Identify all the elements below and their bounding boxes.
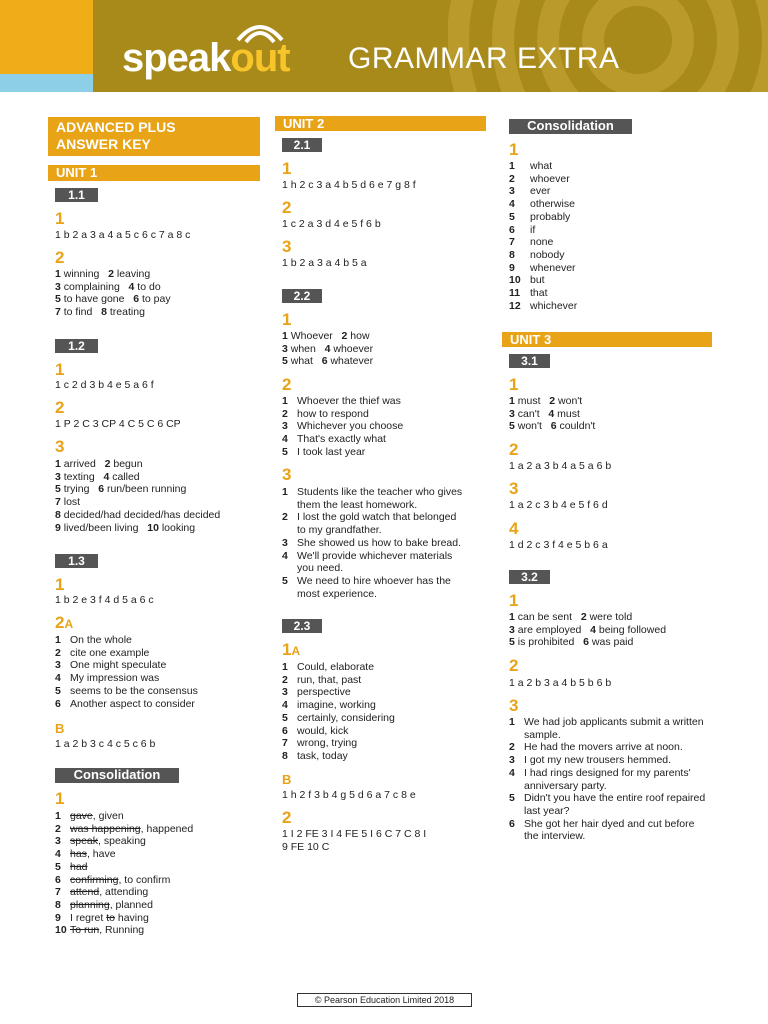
answer-line: 3 when 4 whoever [282,342,374,355]
list-item: 6 Another aspect to consider [55,697,195,710]
list-item: 2 He had the movers arrive at noon. [509,741,683,754]
answers-2-3-b: 1 h 2 f 3 b 4 g 5 d 6 a 7 c 8 e [282,789,416,801]
answer-line: 1 winning 2 leaving [55,268,151,280]
section-1-2: 1.2 [55,339,98,353]
list-item: 2 how to respond [282,407,369,420]
answers-2-3-1a [282,661,395,763]
answers-3-1-2: 1 a 2 a 3 b 4 a 5 a 6 b [509,460,612,472]
list-item: 2 whoever [509,172,570,185]
answers-1-3-2a [55,634,198,710]
answer-line: 7 lost [55,496,81,509]
answer-line: 9 lived/been living 10 looking [55,521,196,534]
exercise-number: 1 [282,159,292,178]
answers-2-1-3: 1 b 2 a 3 a 4 b 5 a [282,257,367,269]
list-item: 1 what [509,160,553,172]
answer-line: 3 complaining 4 to do [55,280,161,293]
list-item: 8 nobody [509,248,565,261]
list-item: 7 wrong, trying [282,737,358,750]
brand-logo [122,36,290,81]
section-3-2: 3.2 [509,570,550,584]
list-item: 1 We had job applicants submit a written sample. [509,716,704,741]
brand-speak: speak [122,36,231,80]
list-item: 3 I got my new trousers hemmed. [509,754,672,767]
answer-line: 5 is prohibited 6 was paid [509,636,634,649]
list-item: 9 whenever [509,261,576,274]
exercise-number: 3 [55,437,65,456]
answers-2-2-2 [282,395,403,459]
list-item: 12 whichever [509,299,578,312]
answers-3-2-3 [509,716,705,843]
list-item: 1 Students like the teacher who gives them the least homework. [282,486,463,511]
exercise-number: 1 [55,360,65,379]
list-item: 2 was happening, happened [55,822,194,835]
answer-line: 5 won't 6 couldn't [509,420,596,433]
header-left-strip [0,0,93,92]
list-item: 1 gave, given [55,810,124,822]
list-item: 5 seems to be the consensus [55,684,198,697]
exercise-number: 2 [509,440,519,459]
list-item: 5 had [55,860,88,873]
exercise-number: 3 [509,479,519,498]
exercise-letter: B [55,721,65,736]
answers-3-1-1 [509,395,595,433]
list-item: 9 I regret to having [55,911,149,924]
answer-line: 3 are employed 4 being followed [509,623,667,636]
answer-line: 1 Whoever 2 how [282,330,370,342]
unit-2-heading: UNIT 2 [275,116,486,131]
section-3-1: 3.1 [509,354,550,368]
section-1-3: 1.3 [55,554,98,568]
list-item: 6 would, kick [282,724,349,737]
answers-1-2-2: 1 P 2 C 3 CP 4 C 5 C 6 CP [55,418,181,430]
answers-2-3-2a: 1 I 2 FE 3 I 4 FE 5 I 6 C 7 C 8 I [282,828,427,840]
list-item: 6 She got her hair dyed and cut before the interview. [509,817,695,843]
answer-line: 5 what 6 whatever [282,355,374,368]
exercise-letter: B [282,772,292,787]
exercise-number: 2A [55,613,74,632]
exercise-number: 2 [55,248,65,267]
list-item: 4 That's exactly what [282,433,386,446]
exercise-number: 1A [282,640,301,659]
list-item: 3 One might speculate [55,659,167,672]
answer-line: 1 arrived 2 begun [55,458,143,470]
list-item: 7 none [509,236,554,249]
header-title: GRAMMAR EXTRA [348,42,620,75]
answers-1-1-2 [55,268,171,319]
consolidation-2-answers [509,160,577,312]
list-item: 3 Whichever you choose [282,420,404,433]
list-item: 4 I had rings designed for my parents' anniversary party. [509,766,691,792]
header-blue-band [0,74,93,92]
list-item: 11 that [509,287,548,300]
list-item: 4 imagine, working [282,699,376,712]
consolidation-heading-2: Consolidation [509,119,632,134]
exercise-number: 1 [282,310,292,329]
list-item: 2 I lost the gold watch that belonged to my grandfather. [282,511,457,537]
list-item: 5 I took last year [282,445,366,458]
exercise-number: 2 [282,375,292,394]
exercise-number: 1 [55,209,65,228]
answers-2-2-1 [282,330,373,368]
answers-3-1-4: 1 d 2 c 3 f 4 e 5 b 6 a [509,539,608,551]
list-item: 1 Could, elaborate [282,661,375,673]
answers-2-1-1: 1 h 2 c 3 a 4 b 5 d 6 e 7 g 8 f [282,179,416,191]
section-2-3: 2.3 [282,619,322,633]
answer-line: 8 decided/had decided/has decided [55,508,221,521]
answers-2-1-2: 1 c 2 a 3 d 4 e 5 f 6 b [282,218,381,230]
list-item: 7 attend, attending [55,886,149,899]
section-2-2: 2.2 [282,289,322,303]
list-item: 4 We'll provide whichever materials you need. [282,549,453,575]
exercise-number: 2 [55,398,65,417]
exercise-number: 1 [509,375,519,394]
exercise-number: 1 [509,591,519,610]
answers-2-3-2b: 9 FE 10 C [282,841,330,853]
section-2-1: 2.1 [282,138,322,152]
list-item: 5 Didn't you have the entire roof repaired last year? [509,792,706,817]
exercise-number: 2 [282,198,292,217]
consolidation-1-answers [55,810,193,937]
list-item: 10 To run, Running [55,924,145,937]
brand-out: out [230,36,290,80]
list-item: 3 ever [509,185,551,198]
answers-3-2-1 [509,611,666,649]
list-item: 1 On the whole [55,634,132,646]
answers-3-2-2: 1 a 2 b 3 a 4 b 5 b 6 b [509,677,612,689]
answer-line: 5 to have gone 6 to pay [55,293,171,306]
answer-line: 3 texting 4 called [55,470,140,483]
answer-line: 5 trying 6 run/been running [55,483,187,496]
page-header [0,0,768,92]
exercise-number: 1 [55,575,65,594]
exercise-number: 3 [282,465,292,484]
exercise-number: 4 [509,519,519,538]
list-item: 3 speak, speaking [55,835,146,848]
title-line-2: ANSWER KEY [56,136,151,152]
list-item: 6 if [509,223,536,236]
answers-1-2-3 [55,458,220,534]
exercise-number: 2 [509,656,519,675]
answer-line: 1 can be sent 2 were told [509,611,633,623]
copyright-footer: © Pearson Education Limited 2018 [297,993,472,1007]
list-item: 4 has, have [55,848,116,861]
answer-line: 7 to find 8 treating [55,306,145,319]
answers-1-2-1: 1 c 2 d 3 b 4 e 5 a 6 f [55,379,154,391]
answers-2-2-3 [282,486,462,600]
answers-1-3-1: 1 b 2 e 3 f 4 d 5 a 6 c [55,594,154,606]
list-item: 4 My impression was [55,672,160,685]
list-item: 10 but [509,274,545,287]
exercise-number: 3 [509,696,519,715]
list-item: 8 planning, planned [55,898,153,911]
list-item: 5 We need to hire whoever has the most experience. [282,574,451,600]
section-1-1: 1.1 [55,188,98,202]
exercise-number: 3 [282,237,292,256]
answer-key-title [48,117,260,156]
answer-line: 1 must 2 won't [509,395,583,407]
answer-line: 3 can't 4 must [509,407,580,420]
title-line-1: ADVANCED PLUS [56,119,176,135]
list-item: 3 She showed us how to bake bread. [282,536,462,549]
list-item: 4 otherwise [509,198,575,211]
answers-3-1-3: 1 a 2 c 3 b 4 e 5 f 6 d [509,499,608,511]
unit-1-heading: UNIT 1 [48,165,260,181]
exercise-number: 1 [55,789,65,808]
answers-1-1-1: 1 b 2 a 3 a 4 a 5 c 6 c 7 a 8 c [55,229,191,241]
unit-3-heading: UNIT 3 [502,332,712,347]
list-item: 3 perspective [282,686,351,699]
list-item: 1 Whoever the thief was [282,395,401,407]
answers-1-3-b: 1 a 2 b 3 c 4 c 5 c 6 b [55,738,156,750]
exercise-number: 1 [509,140,519,159]
list-item: 2 cite one example [55,646,150,659]
list-item: 5 probably [509,210,571,223]
list-item: 5 certainly, considering [282,711,395,724]
list-item: 2 run, that, past [282,673,362,686]
exercise-number: 2 [282,808,292,827]
list-item: 6 confirming, to confirm [55,873,171,886]
consolidation-heading-1: Consolidation [55,768,179,783]
list-item: 8 task, today [282,749,348,762]
